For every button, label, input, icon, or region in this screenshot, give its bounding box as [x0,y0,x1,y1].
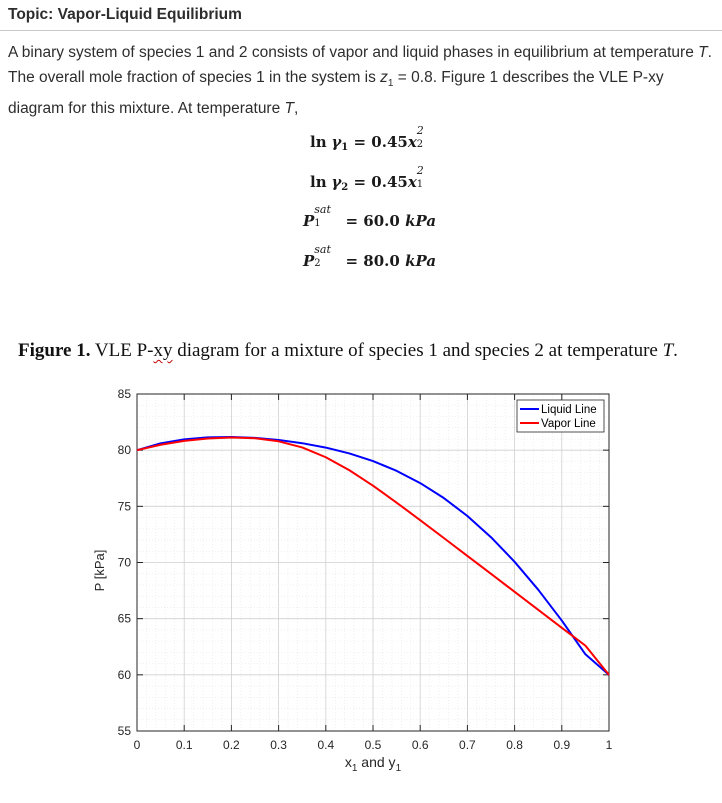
eq4-p: P [303,252,315,270]
caption-label: Figure 1. [18,340,91,361]
x-label-sub2: 1 [395,763,402,774]
x-tick-label: 0.1 [175,738,193,752]
eq1-gamma: γ [331,133,342,151]
eq2-rhs: = 0.45 [348,173,408,191]
eq3-sub: 1 [314,218,321,229]
x-label-mid: and y [357,754,396,770]
caption-text-2: diagram for a mixture of species 1 and species 2 at temperature [172,340,663,361]
legend [517,400,604,432]
y-tick-label: 60 [117,667,131,682]
para-z-symbol: z [380,69,388,86]
eq1-rhs: = 0.45 [348,133,408,151]
eq3-unit: kPa [405,212,437,230]
para-text-2: . The overall mole fraction of species 1 in the system is [8,44,712,86]
y-tick-label: 55 [117,724,131,738]
x-tick-label: 0.8 [506,738,523,752]
eq2-ln: ln [310,173,327,191]
y-tick-label: 75 [117,499,131,514]
eq1-gamma-sub: 1 [341,142,349,153]
legend-entry: Vapor Line [541,418,596,430]
para-text-1: A binary system of species 1 and 2 consists of vapor and liquid phases in equilibrium at temperature [8,44,699,61]
x-tick-label: 0.6 [411,738,429,752]
topic-title: Topic: Vapor-Liquid Equilibrium [8,6,242,23]
y-axis-label: P [kPa] [92,549,107,592]
eq3-p: P [303,212,315,230]
para-temperature-1: T [698,44,708,61]
para-z-subscript: 1 [387,78,394,90]
grid-layer [137,394,609,731]
y-tick-label: 70 [117,555,131,570]
x-tick-label: 0.4 [317,738,335,752]
eq3-sup: sat [314,203,331,216]
para-text-3: = 0.8. Figure 1 describes the VLE P-xy diagram for this mixture. At temperature [8,69,664,118]
x-label-x: x [344,754,352,770]
caption-xy: xy [153,340,173,361]
eq1-x-sup: 2 [416,124,424,137]
eq1-ln: ln [310,133,327,151]
caption-temperature: T [662,340,674,361]
caption-text-1: VLE P- [90,340,154,361]
para-text-4: , [294,100,299,118]
eq4-sub: 2 [314,258,321,269]
eq4-sup: sat [314,243,331,256]
y-tick-label: 85 [117,387,131,401]
x-tick-label: 0.5 [364,738,382,752]
para-temperature-2: T [284,100,294,118]
eq2-x: x [407,173,417,191]
x-tick-label: 0.2 [223,738,240,752]
x-tick-label: 0.3 [270,738,287,752]
x-tick-label: 0.7 [459,738,476,752]
x-tick-label: 0.9 [553,738,571,752]
y-tick-label: 80 [117,443,131,458]
eq4-unit: kPa [405,252,437,270]
eq1-x-sub: 2 [416,139,424,150]
eq2-x-sub: 1 [416,179,424,190]
legend-entry: Liquid Line [541,404,597,416]
caption-end: . [673,340,678,361]
y-tick-label: 65 [117,611,131,626]
x-label-sub1: 1 [351,763,358,774]
eq2-gamma-sub: 2 [341,182,349,193]
eq1-x: x [407,133,417,151]
eq4-rhs: = 80.0 [340,252,406,270]
eq2-gamma: γ [331,173,342,191]
x-tick-label: 1 [605,738,613,752]
eq2-x-sup: 2 [416,164,424,177]
eq3-rhs: = 60.0 [340,212,406,230]
x-tick-label: 0 [133,738,141,752]
x-axis-label [345,754,402,774]
